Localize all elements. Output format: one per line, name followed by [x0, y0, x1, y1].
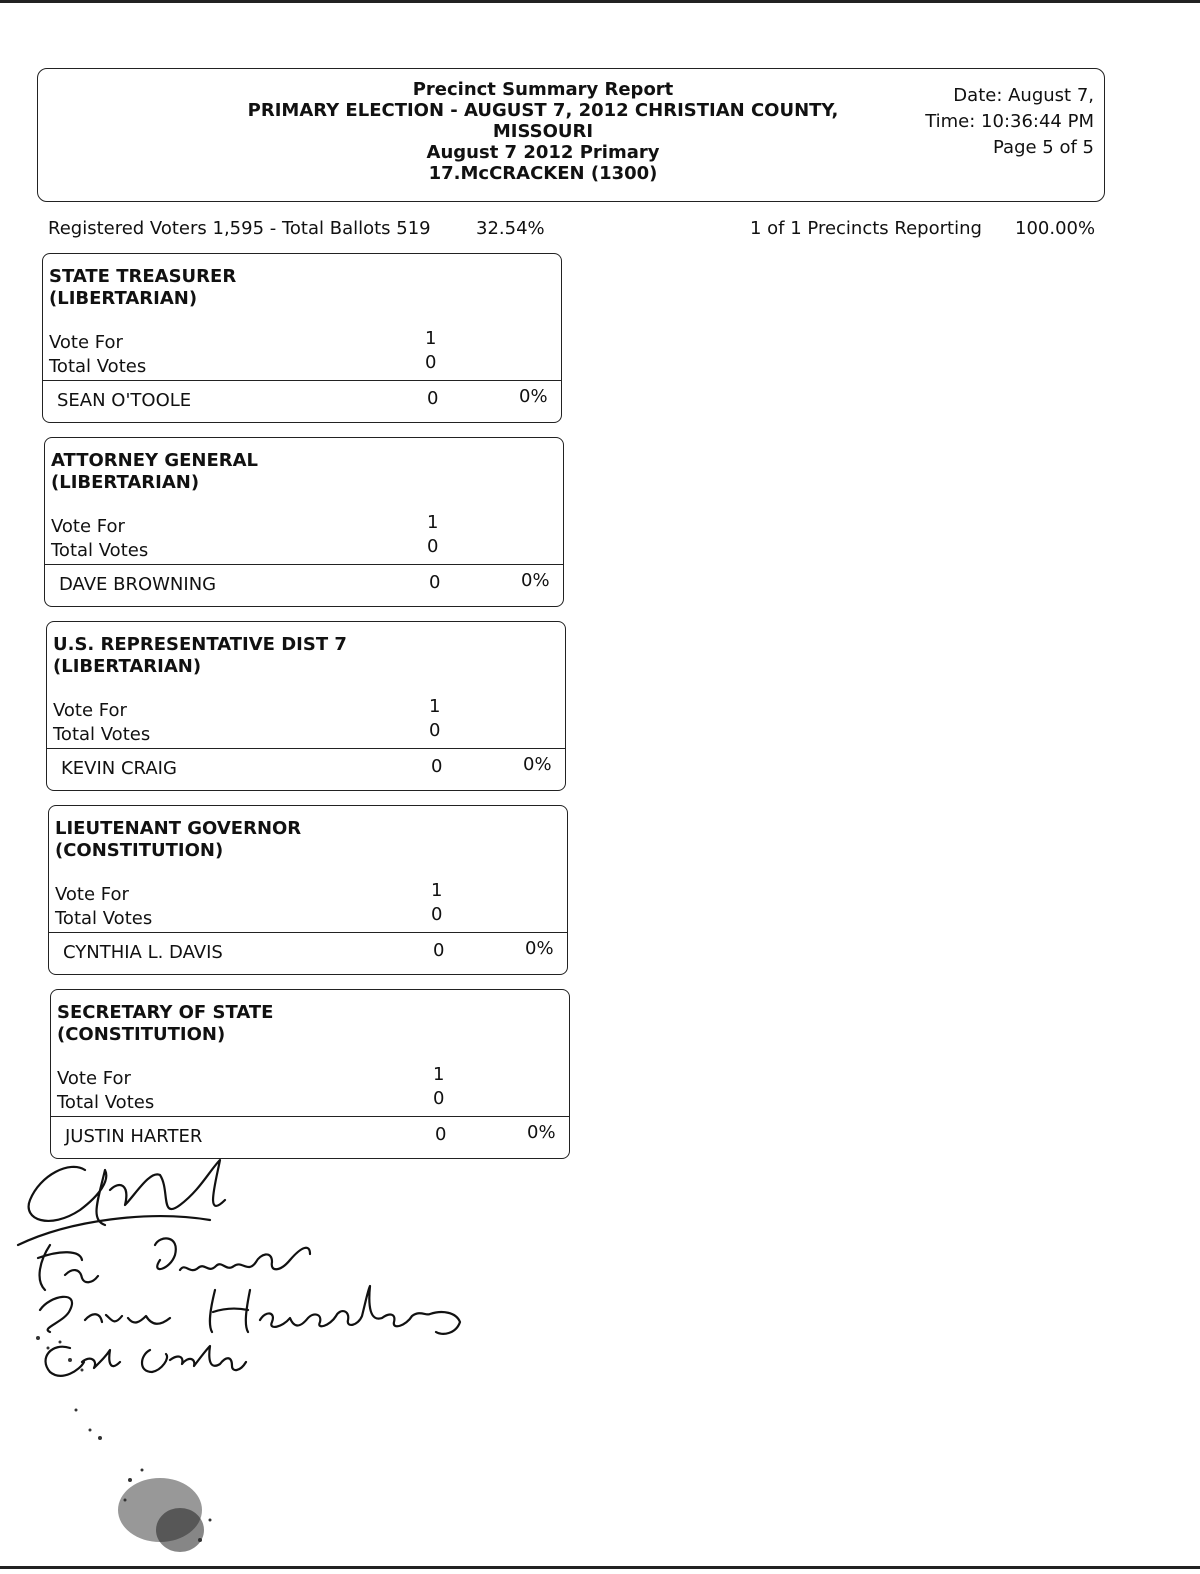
candidate-percent: 0% [527, 1122, 556, 1143]
vote-for-value: 1 [429, 696, 441, 717]
precincts-percent: 100.00% [1015, 218, 1096, 239]
candidate-percent: 0% [523, 754, 552, 775]
total-votes-value: 0 [431, 904, 443, 925]
scan-bottom-edge [0, 1566, 1200, 1569]
office-name: SECRETARY OF STATE [57, 1002, 274, 1023]
election-state: MISSOURI [492, 121, 594, 142]
candidate-votes: 0 [427, 388, 439, 409]
party-name: (LIBERTARIAN) [51, 472, 200, 493]
divider [47, 748, 565, 749]
candidate-votes: 0 [429, 572, 441, 593]
report-title-block [228, 79, 858, 184]
contest-title [53, 634, 347, 678]
candidate-percent: 0% [519, 386, 548, 407]
registered-voters: Registered Voters 1,595 - Total Ballots 519 [48, 218, 431, 239]
total-votes-value: 0 [433, 1088, 445, 1109]
contest-us-representative [46, 621, 566, 791]
signature-3 [40, 1286, 460, 1334]
candidate-votes: 0 [431, 756, 443, 777]
vote-for-value: 1 [433, 1064, 445, 1085]
contest-title [49, 266, 236, 310]
contest-title [57, 1002, 273, 1046]
scan-top-edge [0, 0, 1200, 3]
report-title: Precinct Summary Report [412, 79, 674, 100]
total-votes-label: Total Votes [49, 356, 147, 377]
divider [51, 1116, 569, 1117]
candidate-percent: 0% [525, 938, 554, 959]
page-number: Page 5 of 5 [993, 137, 1094, 158]
vote-for-label: Vote For [51, 516, 125, 537]
signature-1 [18, 1160, 225, 1245]
divider [49, 932, 567, 933]
candidate-votes: 0 [435, 1124, 447, 1145]
total-votes-value: 0 [425, 352, 437, 373]
candidate-name: DAVE BROWNING [59, 574, 217, 595]
total-votes-value: 0 [429, 720, 441, 741]
contest-title [51, 450, 258, 494]
vote-for-label: Vote For [53, 700, 127, 721]
contest-lieutenant-governor [48, 805, 568, 975]
election-name: PRIMARY ELECTION - AUGUST 7, 2012 CHRISTIAN COUNTY, [247, 100, 839, 121]
contest-secretary-of-state [50, 989, 570, 1159]
scan-noise [30, 1330, 230, 1560]
report-time: Time: 10:36:44 PM [925, 111, 1094, 132]
total-votes-value: 0 [427, 536, 439, 557]
candidate-name: CYNTHIA L. DAVIS [63, 942, 223, 963]
office-name: U.S. REPRESENTATIVE DIST 7 [53, 634, 347, 655]
turnout-percent: 32.54% [476, 218, 545, 239]
vote-for-value: 1 [431, 880, 443, 901]
divider [45, 564, 563, 565]
precinct-name: 17.McCRACKEN (1300) [428, 163, 658, 184]
contest-state-treasurer [42, 253, 562, 423]
signature-2 [38, 1238, 310, 1290]
report-meta [925, 83, 1094, 161]
candidate-name: JUSTIN HARTER [65, 1126, 203, 1147]
total-votes-label: Total Votes [55, 908, 153, 929]
office-name: LIEUTENANT GOVERNOR [55, 818, 302, 839]
vote-for-label: Vote For [49, 332, 123, 353]
election-subtitle: August 7 2012 Primary [426, 142, 660, 163]
candidate-name: SEAN O'TOOLE [57, 390, 192, 411]
vote-for-label: Vote For [55, 884, 129, 905]
total-votes-label: Total Votes [57, 1092, 155, 1113]
total-votes-label: Total Votes [51, 540, 149, 561]
vote-for-value: 1 [425, 328, 437, 349]
party-name: (CONSTITUTION) [57, 1024, 226, 1045]
candidate-percent: 0% [521, 570, 550, 591]
total-votes-label: Total Votes [53, 724, 151, 745]
office-name: ATTORNEY GENERAL [51, 450, 259, 471]
report-header [37, 68, 1105, 202]
vote-for-value: 1 [427, 512, 439, 533]
party-name: (CONSTITUTION) [55, 840, 224, 861]
party-name: (LIBERTARIAN) [53, 656, 202, 677]
contest-attorney-general [44, 437, 564, 607]
party-name: (LIBERTARIAN) [49, 288, 198, 309]
candidate-votes: 0 [433, 940, 445, 961]
precincts-reporting: 1 of 1 Precincts Reporting [750, 218, 982, 239]
vote-for-label: Vote For [57, 1068, 131, 1089]
contest-title [55, 818, 301, 862]
turnout-summary [48, 218, 1100, 244]
office-name: STATE TREASURER [49, 266, 237, 287]
divider [43, 380, 561, 381]
report-date: Date: August 7, [953, 85, 1094, 106]
candidate-name: KEVIN CRAIG [61, 758, 177, 779]
